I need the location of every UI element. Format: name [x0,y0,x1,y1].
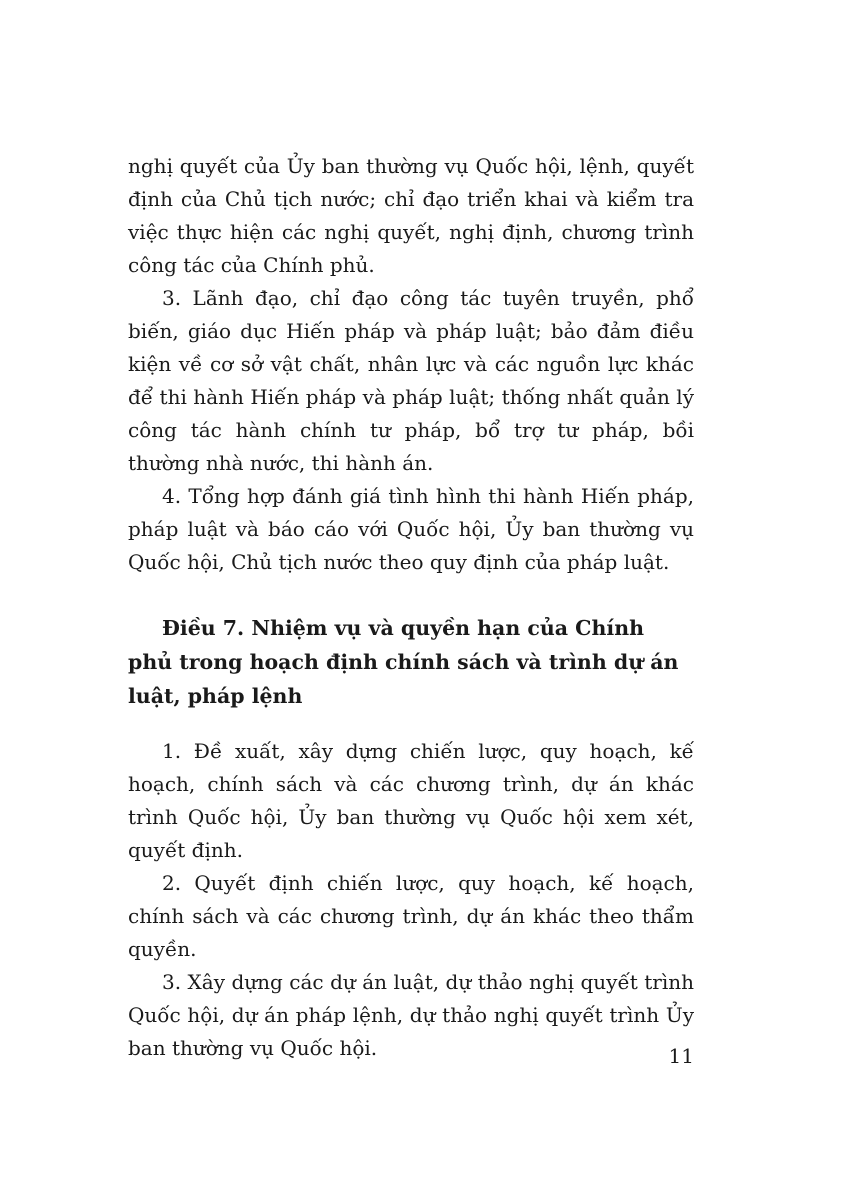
article-7-item-3: 3. Xây dựng các dự án luật, dự thảo nghị quyết trình Quốc hội, dự án pháp lệnh, dự thảo nghị quyết trình Ủy ban thường vụ Quốc hội. [128,970,694,1060]
paragraph-continuation: nghị quyết của Ủy ban thường vụ Quốc hội, lệnh, quyết định của Chủ tịch nước; chỉ đạo triển khai và kiểm tra việc thực hiện các nghị quyết, nghị định, chương trình công tác của Chính phủ. [128,154,694,277]
article-heading: Điều 7. Nhiệm vụ và quyền hạn của Chính phủ trong hoạch định chính sách và trình dự án luật, pháp lệnh [128,616,679,708]
article-7-item-2: 2. Quyết định chiến lược, quy hoạch, kế hoạch, chính sách và các chương trình, dự án khác theo thẩm quyền. [128,871,694,961]
body-text [128,150,694,1065]
paragraph-item-4: 4. Tổng hợp đánh giá tình hình thi hành Hiến pháp, pháp luật và báo cáo với Quốc hội, Ủy ban thường vụ Quốc hội, Chủ tịch nước theo quy định của pháp luật. [128,484,694,574]
page-number: 11 [668,1044,694,1068]
paragraph-item-3: 3. Lãnh đạo, chỉ đạo công tác tuyên truyền, phổ biến, giáo dục Hiến pháp và pháp luật; bảo đảm điều kiện về cơ sở vật chất, nhân lực và các nguồn lực khác để thi hành Hiến pháp và pháp luật; thống nhất quản lý công tác hành chính tư pháp, bổ trợ tư pháp, bồi thường nhà nước, thi hành án. [128,286,694,475]
article-7-item-1: 1. Đề xuất, xây dựng chiến lược, quy hoạch, kế hoạch, chính sách và các chương trình, dự án khác trình Quốc hội, Ủy ban thường vụ Quốc hội xem xét, quyết định. [128,739,694,862]
